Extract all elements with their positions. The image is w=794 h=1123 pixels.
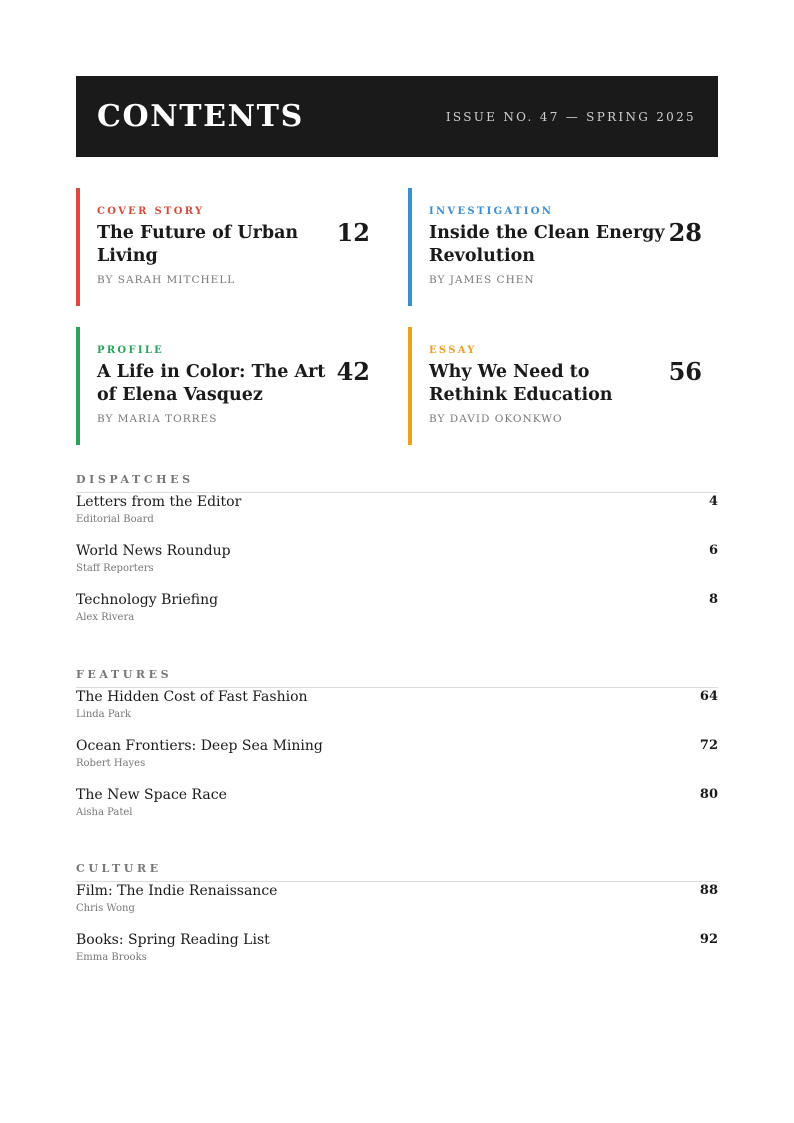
masthead bbox=[76, 76, 718, 157]
entry-title[interactable]: Film: The Indie Renaissance bbox=[76, 883, 278, 899]
feature-headline[interactable]: Inside the Clean Energy Revolution bbox=[429, 223, 665, 266]
feature-headline[interactable]: A Life in Color: The Art of Elena Vasquez bbox=[97, 362, 326, 405]
feature-byline: BY DAVID OKONKWO bbox=[429, 413, 563, 425]
feature-kicker: PROFILE bbox=[97, 345, 165, 356]
entry-title[interactable]: World News Roundup bbox=[76, 543, 231, 559]
toc-entry[interactable] bbox=[76, 493, 718, 542]
entry-author: Alex Rivera bbox=[76, 612, 135, 623]
entry-title[interactable]: Books: Spring Reading List bbox=[76, 932, 270, 948]
entry-author: Linda Park bbox=[76, 709, 131, 720]
feature-card-essay[interactable] bbox=[408, 327, 718, 445]
entry-page-number: 80 bbox=[699, 787, 718, 802]
entry-author: Editorial Board bbox=[76, 514, 154, 525]
section-culture bbox=[76, 862, 718, 980]
feature-page-number: 28 bbox=[668, 218, 702, 247]
section-dispatches bbox=[76, 473, 718, 640]
feature-page-number: 42 bbox=[336, 357, 370, 386]
feature-headline[interactable]: The Future of Urban Living bbox=[97, 223, 299, 266]
feature-kicker: COVER STORY bbox=[97, 206, 205, 217]
issue-label: ISSUE NO. 47 — SPRING 2025 bbox=[445, 109, 696, 124]
section-features bbox=[76, 668, 718, 835]
entry-title[interactable]: The New Space Race bbox=[76, 787, 227, 803]
feature-card-profile[interactable] bbox=[76, 327, 386, 445]
entry-page-number: 64 bbox=[699, 689, 718, 704]
section-heading: CULTURE bbox=[76, 862, 718, 882]
entry-author: Staff Reporters bbox=[76, 563, 154, 574]
feature-card-investigation[interactable] bbox=[408, 188, 718, 306]
entry-page-number: 4 bbox=[708, 494, 718, 509]
toc-entry[interactable] bbox=[76, 542, 718, 591]
feature-headline[interactable]: Why We Need to Rethink Education bbox=[429, 362, 613, 405]
toc-entry[interactable] bbox=[76, 786, 718, 835]
toc-entry[interactable] bbox=[76, 737, 718, 786]
feature-card-cover-story[interactable] bbox=[76, 188, 386, 306]
feature-page-number: 56 bbox=[668, 357, 702, 386]
entry-author: Aisha Patel bbox=[76, 807, 133, 818]
feature-page-number: 12 bbox=[336, 218, 370, 247]
entry-page-number: 92 bbox=[699, 932, 718, 947]
entry-title[interactable]: The Hidden Cost of Fast Fashion bbox=[76, 689, 308, 705]
entry-author: Robert Hayes bbox=[76, 758, 146, 769]
entry-page-number: 8 bbox=[708, 592, 718, 607]
entry-title[interactable]: Technology Briefing bbox=[76, 592, 219, 608]
toc-entry[interactable] bbox=[76, 882, 718, 931]
entry-page-number: 88 bbox=[699, 883, 718, 898]
feature-byline: BY SARAH MITCHELL bbox=[97, 274, 236, 286]
section-heading: DISPATCHES bbox=[76, 473, 718, 493]
entry-author: Chris Wong bbox=[76, 903, 135, 914]
feature-byline: BY JAMES CHEN bbox=[429, 274, 535, 286]
toc-entry[interactable] bbox=[76, 931, 718, 980]
section-heading: FEATURES bbox=[76, 668, 718, 688]
toc-entry[interactable] bbox=[76, 688, 718, 737]
entry-title[interactable]: Ocean Frontiers: Deep Sea Mining bbox=[76, 738, 323, 754]
feature-byline: BY MARIA TORRES bbox=[97, 413, 218, 425]
feature-kicker: INVESTIGATION bbox=[429, 206, 554, 217]
feature-kicker: ESSAY bbox=[429, 345, 477, 356]
toc-entry[interactable] bbox=[76, 591, 718, 640]
entry-page-number: 72 bbox=[699, 738, 718, 753]
entry-author: Emma Brooks bbox=[76, 952, 147, 963]
page-title: CONTENTS bbox=[97, 99, 304, 134]
entry-title[interactable]: Letters from the Editor bbox=[76, 494, 242, 510]
entry-page-number: 6 bbox=[708, 543, 718, 558]
